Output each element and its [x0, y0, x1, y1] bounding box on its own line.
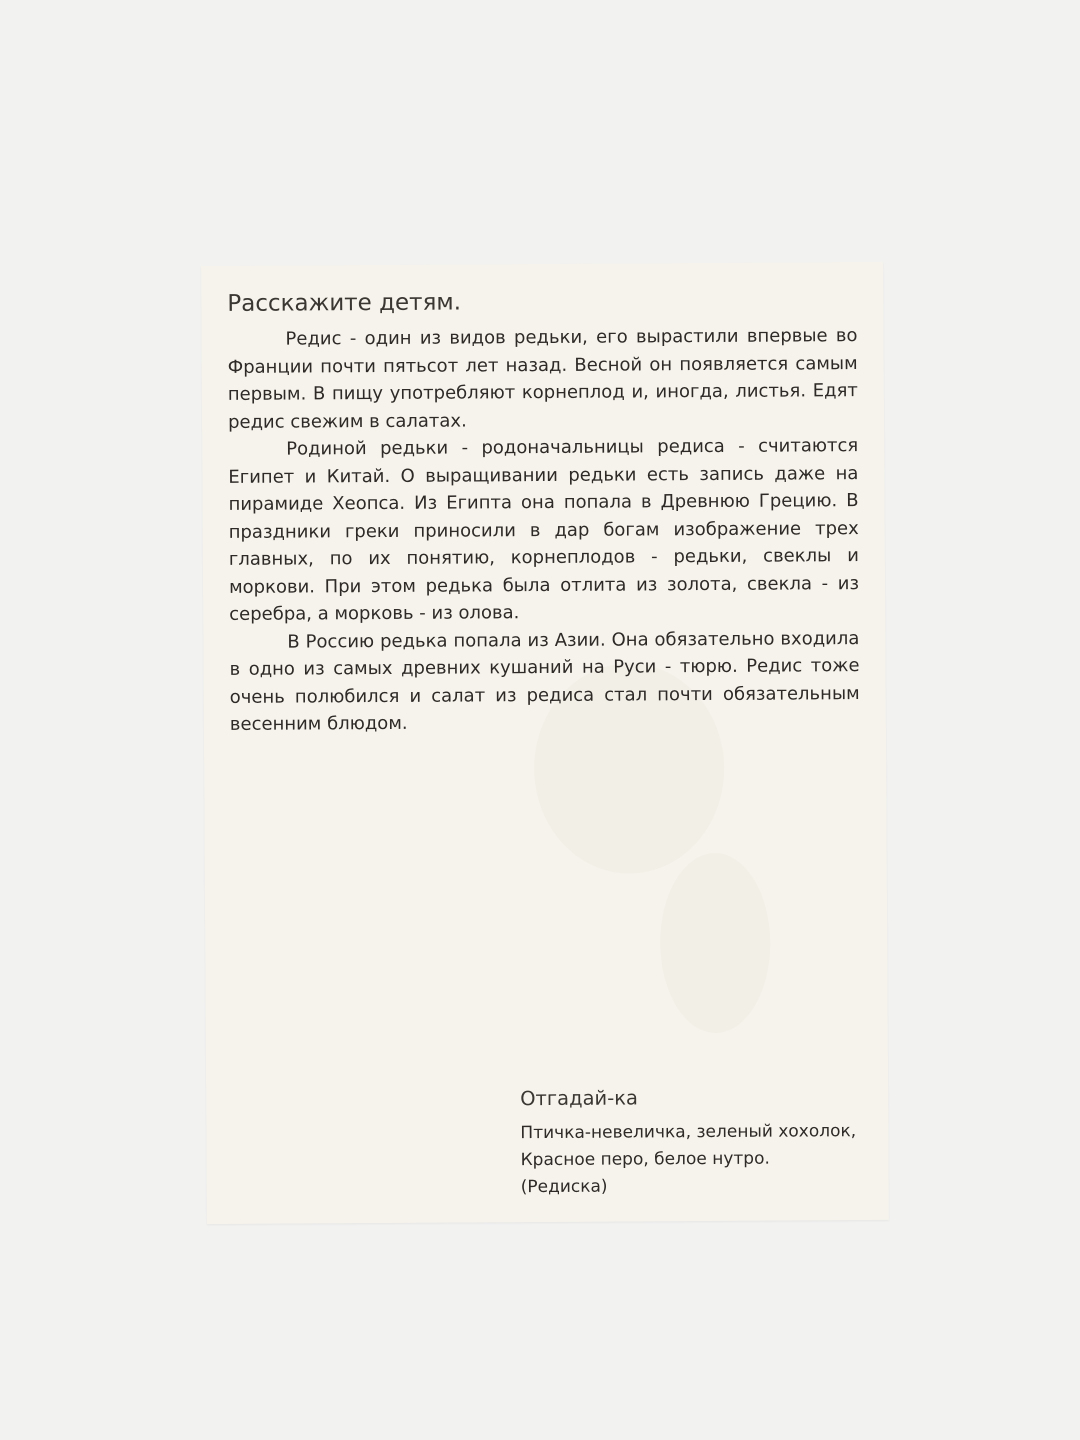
info-card: [201, 262, 889, 1224]
section-title: Расскажите детям.: [227, 289, 462, 317]
riddle-section: [520, 1082, 871, 1201]
riddle-line: Красное перо, белое нутро.: [520, 1148, 770, 1171]
riddle-title: Отгадай-ка: [520, 1086, 639, 1111]
paragraph: Редис - один из видов редьки, его вырастили впервые во Франции почти пятьсот лет назад. Весной он появляется самым первым. В пищу употребляют корнеплод и, иногда, листья. Едят редис свежим в салатах.: [227, 325, 858, 433]
riddle-line: Птичка-невеличка, зеленый хохолок,: [520, 1121, 857, 1144]
story-section: [227, 284, 860, 738]
paragraph: В Россию редька попала из Азии. Она обязательно входила в одно из самых древних кушаний на Руси - тюрю. Редис тоже очень полюбился и салат из редиса стал почти обязательным весенним блюдом.: [229, 627, 860, 735]
paragraph: Родиной редьки - родоначальницы редиса - считаются Египет и Китай. О выращивании редьки есть запись даже на пирамиде Хеопса. Из Египта она попала в Древнюю Грецию. В праздники греки приносили в дар богам изображение трех главных, по их понятию, корнеплодов - редьки, свеклы и моркови. При этом редька была отлита из золота, свекла - из серебра, а морковь - из олова.: [228, 435, 860, 625]
faint-show-through-mark: [660, 853, 771, 1034]
riddle-answer: (Редиска): [520, 1176, 608, 1198]
